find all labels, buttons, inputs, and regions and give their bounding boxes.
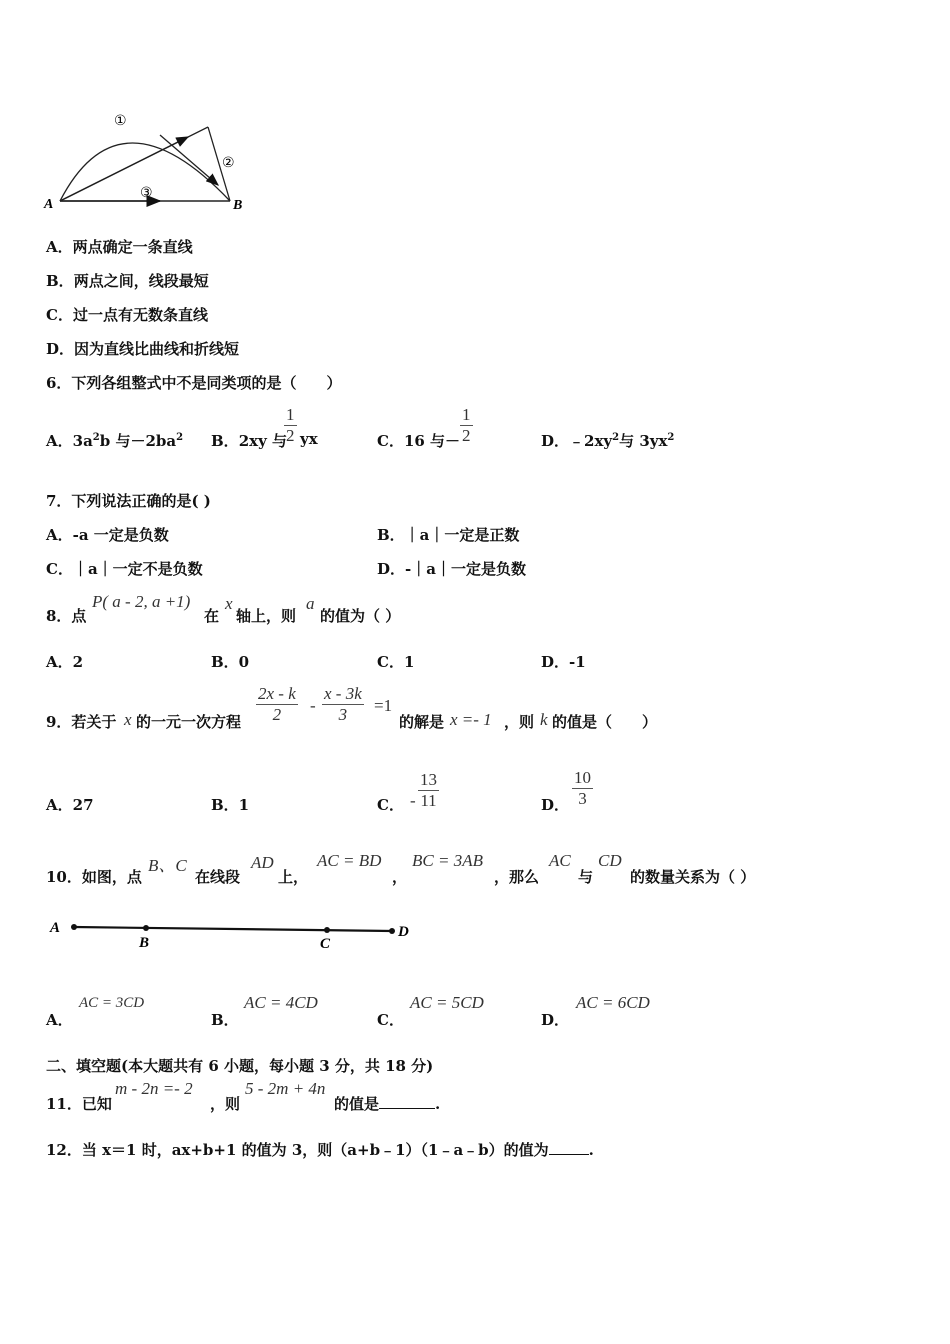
- q10-option-a-key: A．: [46, 1011, 73, 1029]
- q10-comma: ，: [392, 868, 408, 886]
- q5-option-d: D．因为直线比曲线和折线短: [46, 340, 240, 358]
- label-path-2: ②: [222, 155, 235, 171]
- q9-option-c-sign: -: [410, 791, 416, 810]
- q8-option-c: C．1: [377, 653, 415, 671]
- q8-option-b: B．0: [211, 653, 250, 671]
- q10-option-b: AC = 4CD: [244, 993, 318, 1012]
- q10-option-d-key: D．: [541, 1011, 570, 1029]
- label-b: B: [233, 198, 243, 213]
- q7-stem: 7．下列说法正确的是( ): [46, 492, 211, 510]
- q7-option-b: B．｜a｜一定是正数: [377, 526, 520, 544]
- q5-option-a: A．两点确定一条直线: [46, 238, 193, 256]
- q11-condition: m - 2n =- 2: [115, 1079, 193, 1098]
- q10-option-d: AC = 6CD: [576, 993, 650, 1012]
- label-path-1: ①: [114, 113, 127, 129]
- q6-option-b: B．2xy 与: [211, 432, 288, 450]
- q9-stem-end: 的值是（ ）: [552, 713, 658, 731]
- q9-option-b: B．1: [211, 796, 250, 814]
- q12-stem: 12．当 x＝1 时，ax+b+1 的值为 3，则（a+b﹣1）（1﹣a﹣b）的值为 .: [46, 1141, 594, 1159]
- path-figure: [40, 105, 260, 217]
- q9-var-k: k: [540, 710, 548, 729]
- q8-stem-end: 的值为（ ）: [320, 607, 401, 625]
- q9-option-d-fraction: $\frac{10}{3}$: [574, 768, 591, 808]
- q8-stem-mid1: 在: [204, 607, 220, 625]
- q12-answer-blank[interactable]: [549, 1154, 589, 1155]
- q10-condition-1: AC = BD: [317, 851, 382, 870]
- q7-option-d: D．-｜a｜一定是负数: [377, 560, 526, 578]
- fig-label-b: B: [139, 935, 150, 951]
- q11-stem-end: 的值是 .: [334, 1095, 441, 1113]
- q6-option-a: A．$3a^2b$ 与$-2ba^2$: [46, 432, 184, 450]
- label-a: A: [44, 197, 54, 212]
- q10-option-c-key: C．: [377, 1011, 404, 1029]
- fig-label-c: C: [320, 936, 331, 952]
- q10-condition-2: BC = 3AB: [412, 851, 483, 870]
- section-heading: 二、填空题(本大题共有 6 小题，每小题 3 分，共 18 分): [46, 1057, 434, 1075]
- q10-stem-mid1: 在线段: [195, 868, 241, 886]
- q6-option-c: C．16 与－: [377, 432, 461, 450]
- q6-stem: 6．下列各组整式中不是同类项的是（ ）: [46, 374, 342, 392]
- q5-option-c: C．过一点有无数条直线: [46, 306, 208, 324]
- q8-var-a: a: [306, 594, 315, 613]
- q10-stem-mid3: ，那么: [494, 868, 540, 886]
- label-path-3: ③: [140, 185, 153, 201]
- q7-option-a: A．-a 一定是负数: [46, 526, 169, 544]
- q9-option-a: A．27: [46, 796, 94, 814]
- q9-solution: x =- 1: [450, 710, 492, 729]
- q5-option-b: B．两点之间，线段最短: [46, 272, 209, 290]
- q10-stem-start: 10．如图，点: [46, 868, 142, 886]
- q7-option-c: C．｜a｜一定不是负数: [46, 560, 203, 578]
- q8-stem-mid2: 轴上，则: [236, 607, 297, 625]
- q9-option-d-key: D．: [541, 796, 570, 814]
- q8-stem-start: 8．点: [46, 607, 87, 625]
- segment-figure: [44, 910, 424, 954]
- q10-stem-mid2: 上，: [278, 868, 309, 886]
- q9-equals: =1: [374, 696, 393, 715]
- q10-stem-end: 的数量关系为（ ）: [630, 868, 756, 886]
- q6-option-d: D．$﹣2xy^2$与 $3yx^2$: [541, 432, 675, 450]
- q6-c-fraction: $\frac{1}{2}$: [462, 405, 471, 445]
- q11-stem-start: 11．已知: [46, 1095, 112, 1113]
- q9-var-x: x: [124, 710, 132, 729]
- q9-stem-start: 9．若关于: [46, 713, 117, 731]
- q10-ac: AC: [549, 851, 571, 870]
- q10-segment: AD: [251, 853, 274, 872]
- q9-minus: -: [310, 696, 316, 715]
- q8-option-d: D．-1: [541, 653, 586, 671]
- q11-stem-mid: ，则: [210, 1095, 241, 1113]
- q8-point: P( a - 2, a +1): [92, 592, 191, 611]
- fig-label-d: D: [398, 924, 409, 940]
- q11-expression: 5 - 2m + 4n: [245, 1079, 326, 1098]
- q9-stem-mid2: 的解是: [399, 713, 445, 731]
- q9-option-c-fraction: $\frac{13}{11}$: [420, 770, 437, 810]
- q8-var-x: x: [225, 594, 233, 613]
- q8-option-a: A．2: [46, 653, 84, 671]
- q10-stem-mid4: 与: [578, 868, 594, 886]
- q6-b-fraction: $\frac{1}{2}$: [286, 405, 295, 445]
- q10-cd: CD: [598, 851, 622, 870]
- q9-fraction-2: $\frac{x - 3k}{3}$: [324, 684, 362, 724]
- q10-option-a: AC = 3CD: [79, 995, 145, 1011]
- q10-option-b-key: B．: [211, 1011, 239, 1029]
- q9-option-c-key: C．: [377, 796, 404, 814]
- q10-points: B、C: [148, 856, 187, 875]
- q9-fraction-1: $\frac{2x - k}{2}$: [258, 684, 296, 724]
- q11-answer-blank[interactable]: [379, 1108, 435, 1109]
- q9-stem-mid: 的一元一次方程: [136, 713, 242, 731]
- fig-label-a: A: [50, 920, 61, 936]
- q9-stem-mid3: ，则: [504, 713, 535, 731]
- q6-option-b-tail: yx: [300, 430, 318, 448]
- q10-option-c: AC = 5CD: [410, 993, 484, 1012]
